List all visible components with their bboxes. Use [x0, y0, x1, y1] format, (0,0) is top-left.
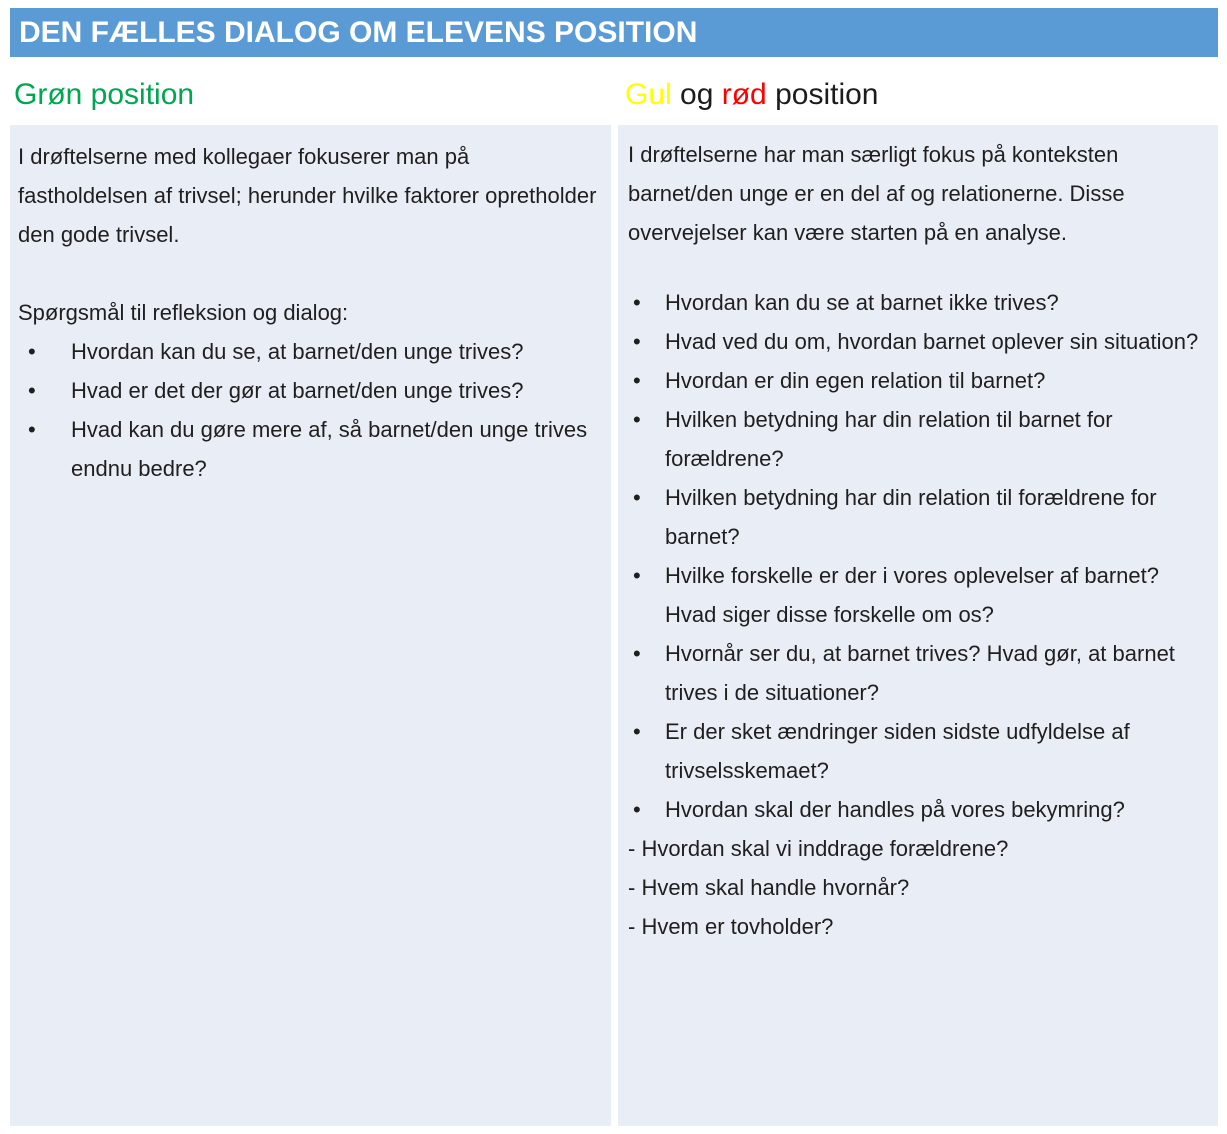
list-item: - Hvem skal handle hvornår? — [628, 875, 910, 900]
section-title-bar — [10, 8, 1218, 57]
green-position-panel — [10, 125, 611, 1126]
left-intro-paragraph: I drøftelserne med kollegaer fokuserer man på fastholdelsen af trivsel; herunder hvilke faktorer opretholder den gode trivsel. — [18, 144, 597, 247]
right-intro-paragraph: I drøftelserne har man særligt fokus på konteksten barnet/den unge er en del af og relationerne. Disse overvejelser kan være starten på en analyse. — [628, 142, 1125, 245]
list-item: • Hvordan kan du se at barnet ikke trives? — [628, 283, 1204, 322]
list-item: • Hvilke forskelle er der i vores oplevelser af barnet? Hvad siger disse forskelle om os? — [628, 556, 1204, 634]
list-item: - Hvordan skal vi inddrage forældrene? — [628, 836, 1009, 861]
heading-part: og — [671, 78, 722, 111]
dash-item-list — [628, 829, 1204, 946]
yellow-red-position-panel — [618, 125, 1218, 1126]
content-panels — [10, 125, 1218, 1126]
heading-part: rød — [721, 78, 767, 111]
section-title: DEN FÆLLES DIALOG OM ELEVENS POSITION — [19, 15, 698, 49]
list-item: • Hvad kan du gøre mere af, så barnet/den unge trives endnu bedre? — [18, 410, 597, 488]
list-item: • Hvordan kan du se, at barnet/den unge trives? — [18, 332, 597, 371]
list-item: • Hvad er det der gør at barnet/den unge trives? — [18, 371, 597, 410]
left-bullet-list — [18, 332, 597, 488]
left-lead-line: Spørgsmål til refleksion og dialog: — [18, 300, 349, 325]
list-item: • Hvilken betydning har din relation til barnet for forældrene? — [628, 400, 1204, 478]
right-bullet-list — [628, 283, 1204, 829]
list-item: • Hvordan er din egen relation til barnet? — [628, 361, 1204, 400]
list-item: - Hvem er tovholder? — [628, 914, 834, 939]
list-item: • Hvordan skal der handles på vores bekymring? — [628, 790, 1204, 829]
heading-part: position — [766, 78, 879, 111]
list-item: • Er der sket ændringer siden sidste udfyldelse af trivselsskemaet? — [628, 712, 1204, 790]
list-item: • Hvornår ser du, at barnet trives? Hvad gør, at barnet trives i de situationer? — [628, 634, 1204, 712]
yellow-red-position-heading — [625, 70, 878, 120]
list-item: • Hvilken betydning har din relation til forældrene for barnet? — [628, 478, 1204, 556]
heading-part: Gul — [625, 78, 672, 111]
list-item: • Hvad ved du om, hvordan barnet oplever sin situation? — [628, 322, 1204, 361]
column-headings-row — [10, 70, 1218, 122]
green-position-heading: Grøn position — [14, 78, 195, 111]
